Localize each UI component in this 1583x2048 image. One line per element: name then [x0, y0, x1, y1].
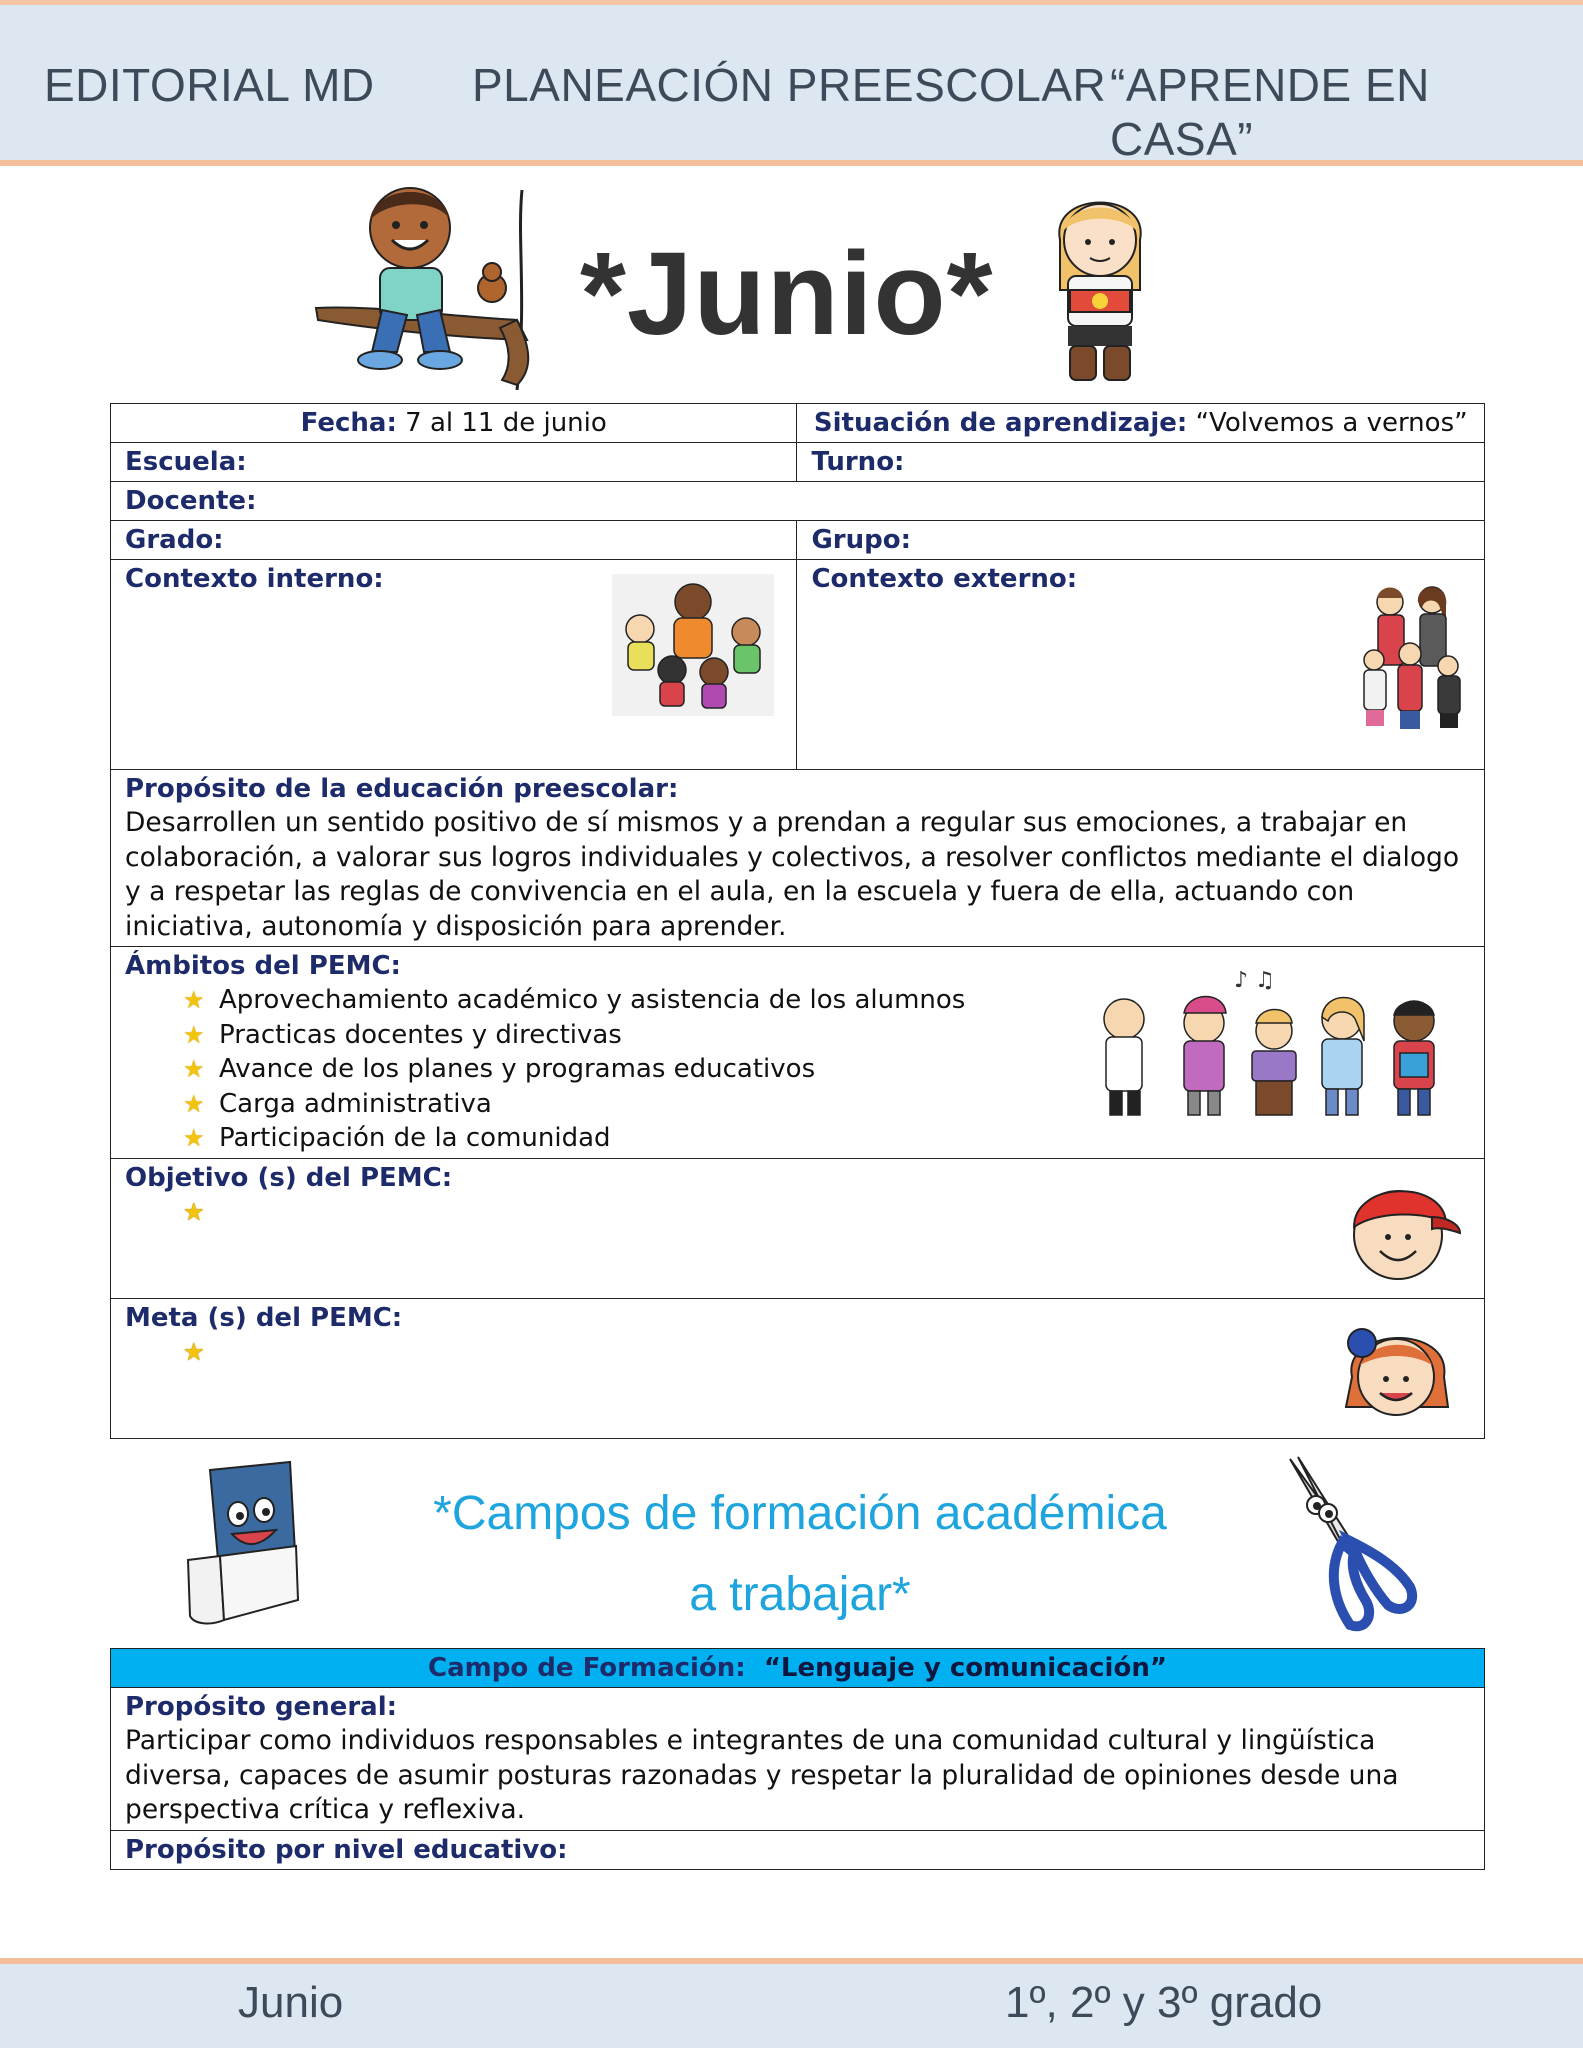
campos-heading-line1: *Campos de formación académica: [433, 1487, 1167, 1540]
campos-heading: [350, 1473, 1250, 1635]
proposito-preescolar-cell: [111, 770, 1485, 947]
campo-formacion-value: “Lenguaje y comunicación”: [763, 1653, 1167, 1683]
boy-on-branch-illustration: [312, 180, 552, 390]
situacion-label: Situación de aprendizaje:: [813, 408, 1188, 438]
contexto-interno-cell: [111, 560, 797, 770]
header-document-type: PLANEACIÓN PREESCOLAR: [472, 59, 1107, 111]
girl-face-icon: [1332, 1317, 1462, 1421]
eraser-illustration: [180, 1460, 300, 1628]
header-publisher: EDITORIAL MD: [44, 59, 375, 111]
objetivos-cell: [111, 1158, 1485, 1298]
fecha-value: 7 al 11 de junio: [405, 408, 607, 438]
campo-formacion-label: Campo de Formación:: [428, 1653, 746, 1683]
situacion-cell: [797, 404, 1485, 443]
grado-cell: [111, 521, 797, 560]
planning-table: [110, 403, 1485, 1439]
situacion-value: “Volvemos a vernos”: [1195, 408, 1468, 438]
contexto-externo-label: Contexto externo:: [811, 564, 1078, 594]
campo-formacion-header: [111, 1649, 1485, 1688]
proposito-nivel-cell: [111, 1830, 1485, 1869]
campos-heading-line2: a trabajar*: [689, 1568, 911, 1621]
metas-label: Meta (s) del PEMC:: [125, 1302, 403, 1333]
grupo-cell: [797, 521, 1485, 560]
header-program: “APRENDE EN CASA”: [1110, 59, 1430, 165]
escuela-cell: [111, 443, 797, 482]
footer-month: Junio: [238, 1978, 344, 2027]
proposito-preescolar-label: Propósito de la educación preescolar:: [125, 774, 679, 804]
contexto-interno-label: Contexto interno:: [125, 564, 384, 594]
proposito-general-cell: [111, 1688, 1485, 1831]
metas-cell: [111, 1298, 1485, 1438]
list-item: ★ Aprovechamiento académico y asistencia de los alumnos: [183, 983, 1470, 1018]
boy-cap-face-icon: [1336, 1171, 1462, 1283]
contexto-externo-cell: [797, 560, 1485, 770]
grado-label: Grado:: [125, 525, 224, 555]
list-item: ★ Carga administrativa: [183, 1087, 1470, 1122]
footer-grades: 1º, 2º y 3º grado: [1005, 1978, 1323, 2027]
month-title: *Junio*: [580, 228, 994, 360]
list-item: ★ Practicas docentes y directivas: [183, 1018, 1470, 1053]
proposito-nivel-label: Propósito por nivel educativo:: [125, 1834, 568, 1865]
fecha-label: Fecha:: [300, 408, 397, 438]
svg-text:♪ ♫: ♪ ♫: [1234, 968, 1275, 993]
girl-reading-illustration: [1040, 180, 1160, 390]
escuela-label: Escuela:: [125, 447, 247, 477]
objetivos-label: Objetivo (s) del PEMC:: [125, 1162, 453, 1193]
fecha-cell: [111, 404, 797, 443]
proposito-preescolar-text: Desarrollen un sentido positivo de sí mismos y a prendan a regular sus emociones, a trabajar en colaboración, a valorar sus logros individuales y colectivos, a resolver conflictos mediante el dialogo y a respetar las reglas de convivencia en el aula, en la escuela y fuera de ella, actuando con iniciativa, autonomía y disposición para aprender.: [125, 807, 1460, 942]
ambitos-cell: [111, 947, 1485, 1159]
docente-cell: [111, 482, 1485, 521]
campo-formacion-table: [110, 1648, 1485, 1870]
list-item: ★ Avance de los planes y programas educativos: [183, 1052, 1470, 1087]
turno-cell: [797, 443, 1485, 482]
docente-label: Docente:: [125, 486, 257, 516]
classroom-circle-illustration: [612, 574, 774, 716]
turno-label: Turno:: [811, 447, 905, 477]
family-illustration: [1360, 584, 1464, 734]
scissors-illustration: [1270, 1455, 1420, 1635]
grupo-label: Grupo:: [811, 525, 912, 555]
ambitos-label: Ámbitos del PEMC:: [125, 951, 401, 981]
list-item: ★ Participación de la comunidad: [183, 1121, 1470, 1156]
proposito-general-label: Propósito general:: [125, 1692, 398, 1722]
kids-activities-illustration: [1084, 961, 1464, 1131]
proposito-general-text: Participar como individuos responsables e integrantes de una comunidad cultural y lingüística diversa, capaces de asumir posturas razonadas y respetar la pluralidad de opiniones desde una perspectiva crítica y reflexiva.: [125, 1725, 1399, 1825]
